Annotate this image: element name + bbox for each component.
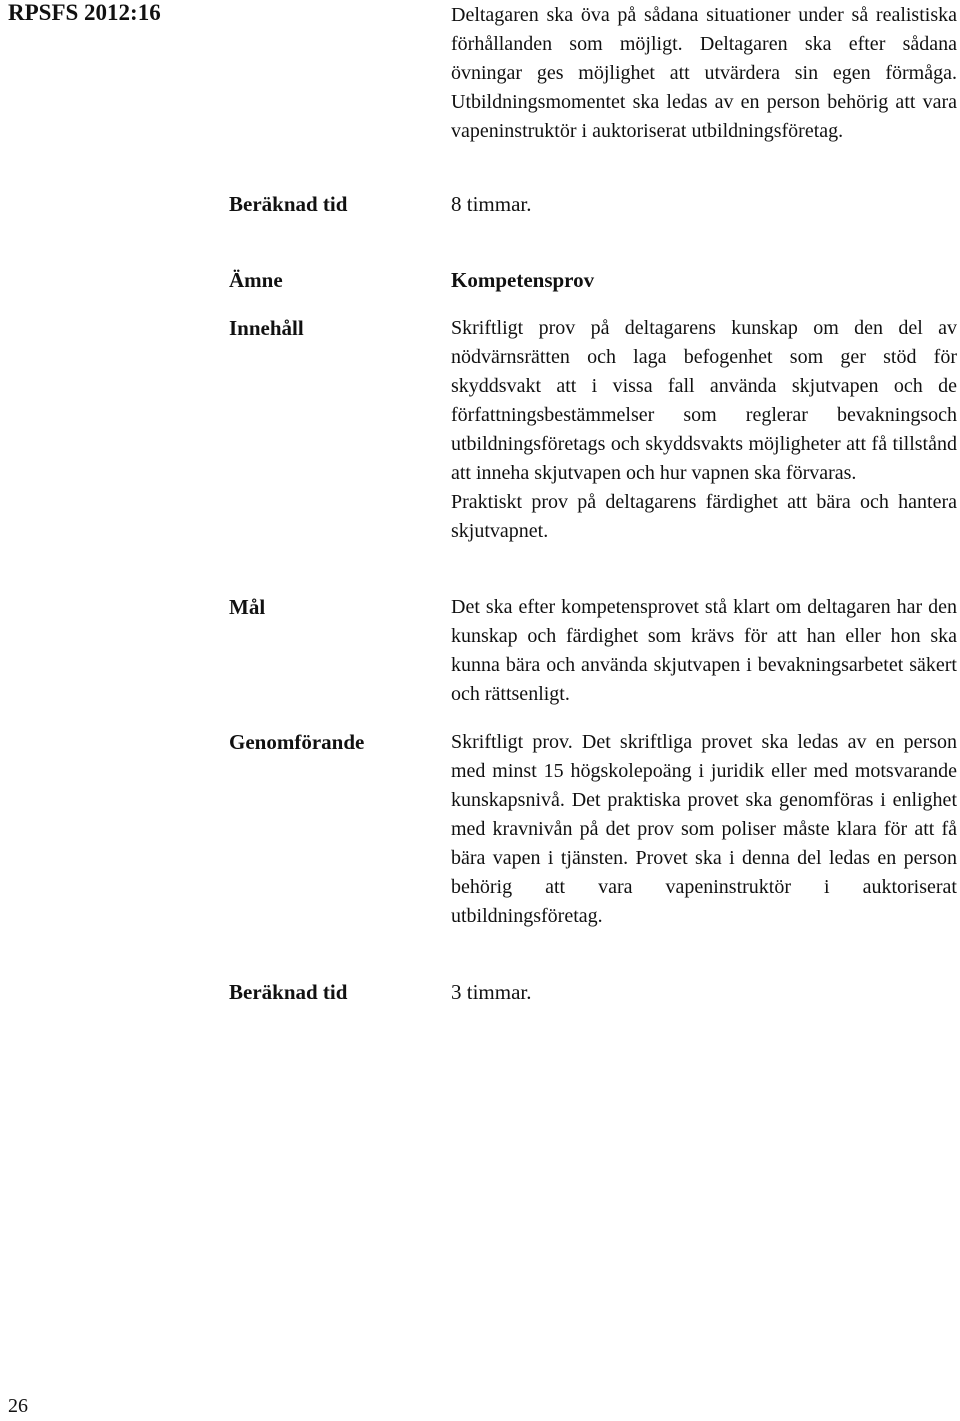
- training-description: Deltagaren ska öva på sådana situationer under så realistiska förhållanden som möjligt. Deltagaren ska efter sådana övningar ges möjlighet att utvärdera sin egen förmåga. Utbildningsmomentet ska ledas av en person behörig att vara vapeninstruktör i auktoriserat utbildningsföretag.: [451, 4, 957, 142]
- page-number: 26: [8, 1395, 28, 1417]
- content-paragraph: Praktiskt prov på deltagarens färdighet att bära och hantera skjutvapnet.: [451, 491, 957, 542]
- content-label: Innehåll: [229, 316, 304, 340]
- estimated-time-label: Beräknad tid: [229, 980, 348, 1004]
- goal-label: Mål: [229, 595, 266, 619]
- estimated-time-value: 3 timmar.: [451, 980, 532, 1004]
- subject-value: Kompetensprov: [451, 268, 595, 292]
- execution-text: Skriftligt prov. Det skriftliga provet ska ledas av en person med minst 15 högskolepoäng i juridik eller med motsvarande kunskapsnivå. Det praktiska provet ska genomföras i enlighet med kravnivån på det prov som poliser måste klara för att få bära vapen i tjänsten. Provet ska i denna del ledas en person behörig att vara vapeninstruktör i auktoriserat utbildningsföretag.: [451, 731, 957, 927]
- document-id: RPSFS 2012:16: [8, 0, 161, 25]
- subject-label: Ämne: [229, 268, 283, 292]
- goal-text: Det ska efter kompetensprovet stå klart om deltagaren har den kunskap och färdighet som krävs för att han eller hon ska kunna bära och använda skjutvapen i bevakningsarbetet säkert och rättsenligt.: [451, 596, 957, 705]
- estimated-time-value: 8 timmar.: [451, 192, 532, 216]
- content-text: [451, 314, 957, 546]
- execution-label: Genomförande: [229, 730, 365, 754]
- estimated-time-label: Beräknad tid: [229, 192, 348, 216]
- content-paragraph: Skriftligt prov på deltagarens kunskap om den del av nödvärnsrätten och laga befogenhet som ger stöd för skyddsvakt att i vissa fall använda skjutvapen och de författningsbestämmelser som reglerar bevakningsoch utbildningsföretags och skyddsvakts möjligheter att få tillstånd att inneha skjutvapen och hur vapnen ska förvaras.: [451, 317, 957, 484]
